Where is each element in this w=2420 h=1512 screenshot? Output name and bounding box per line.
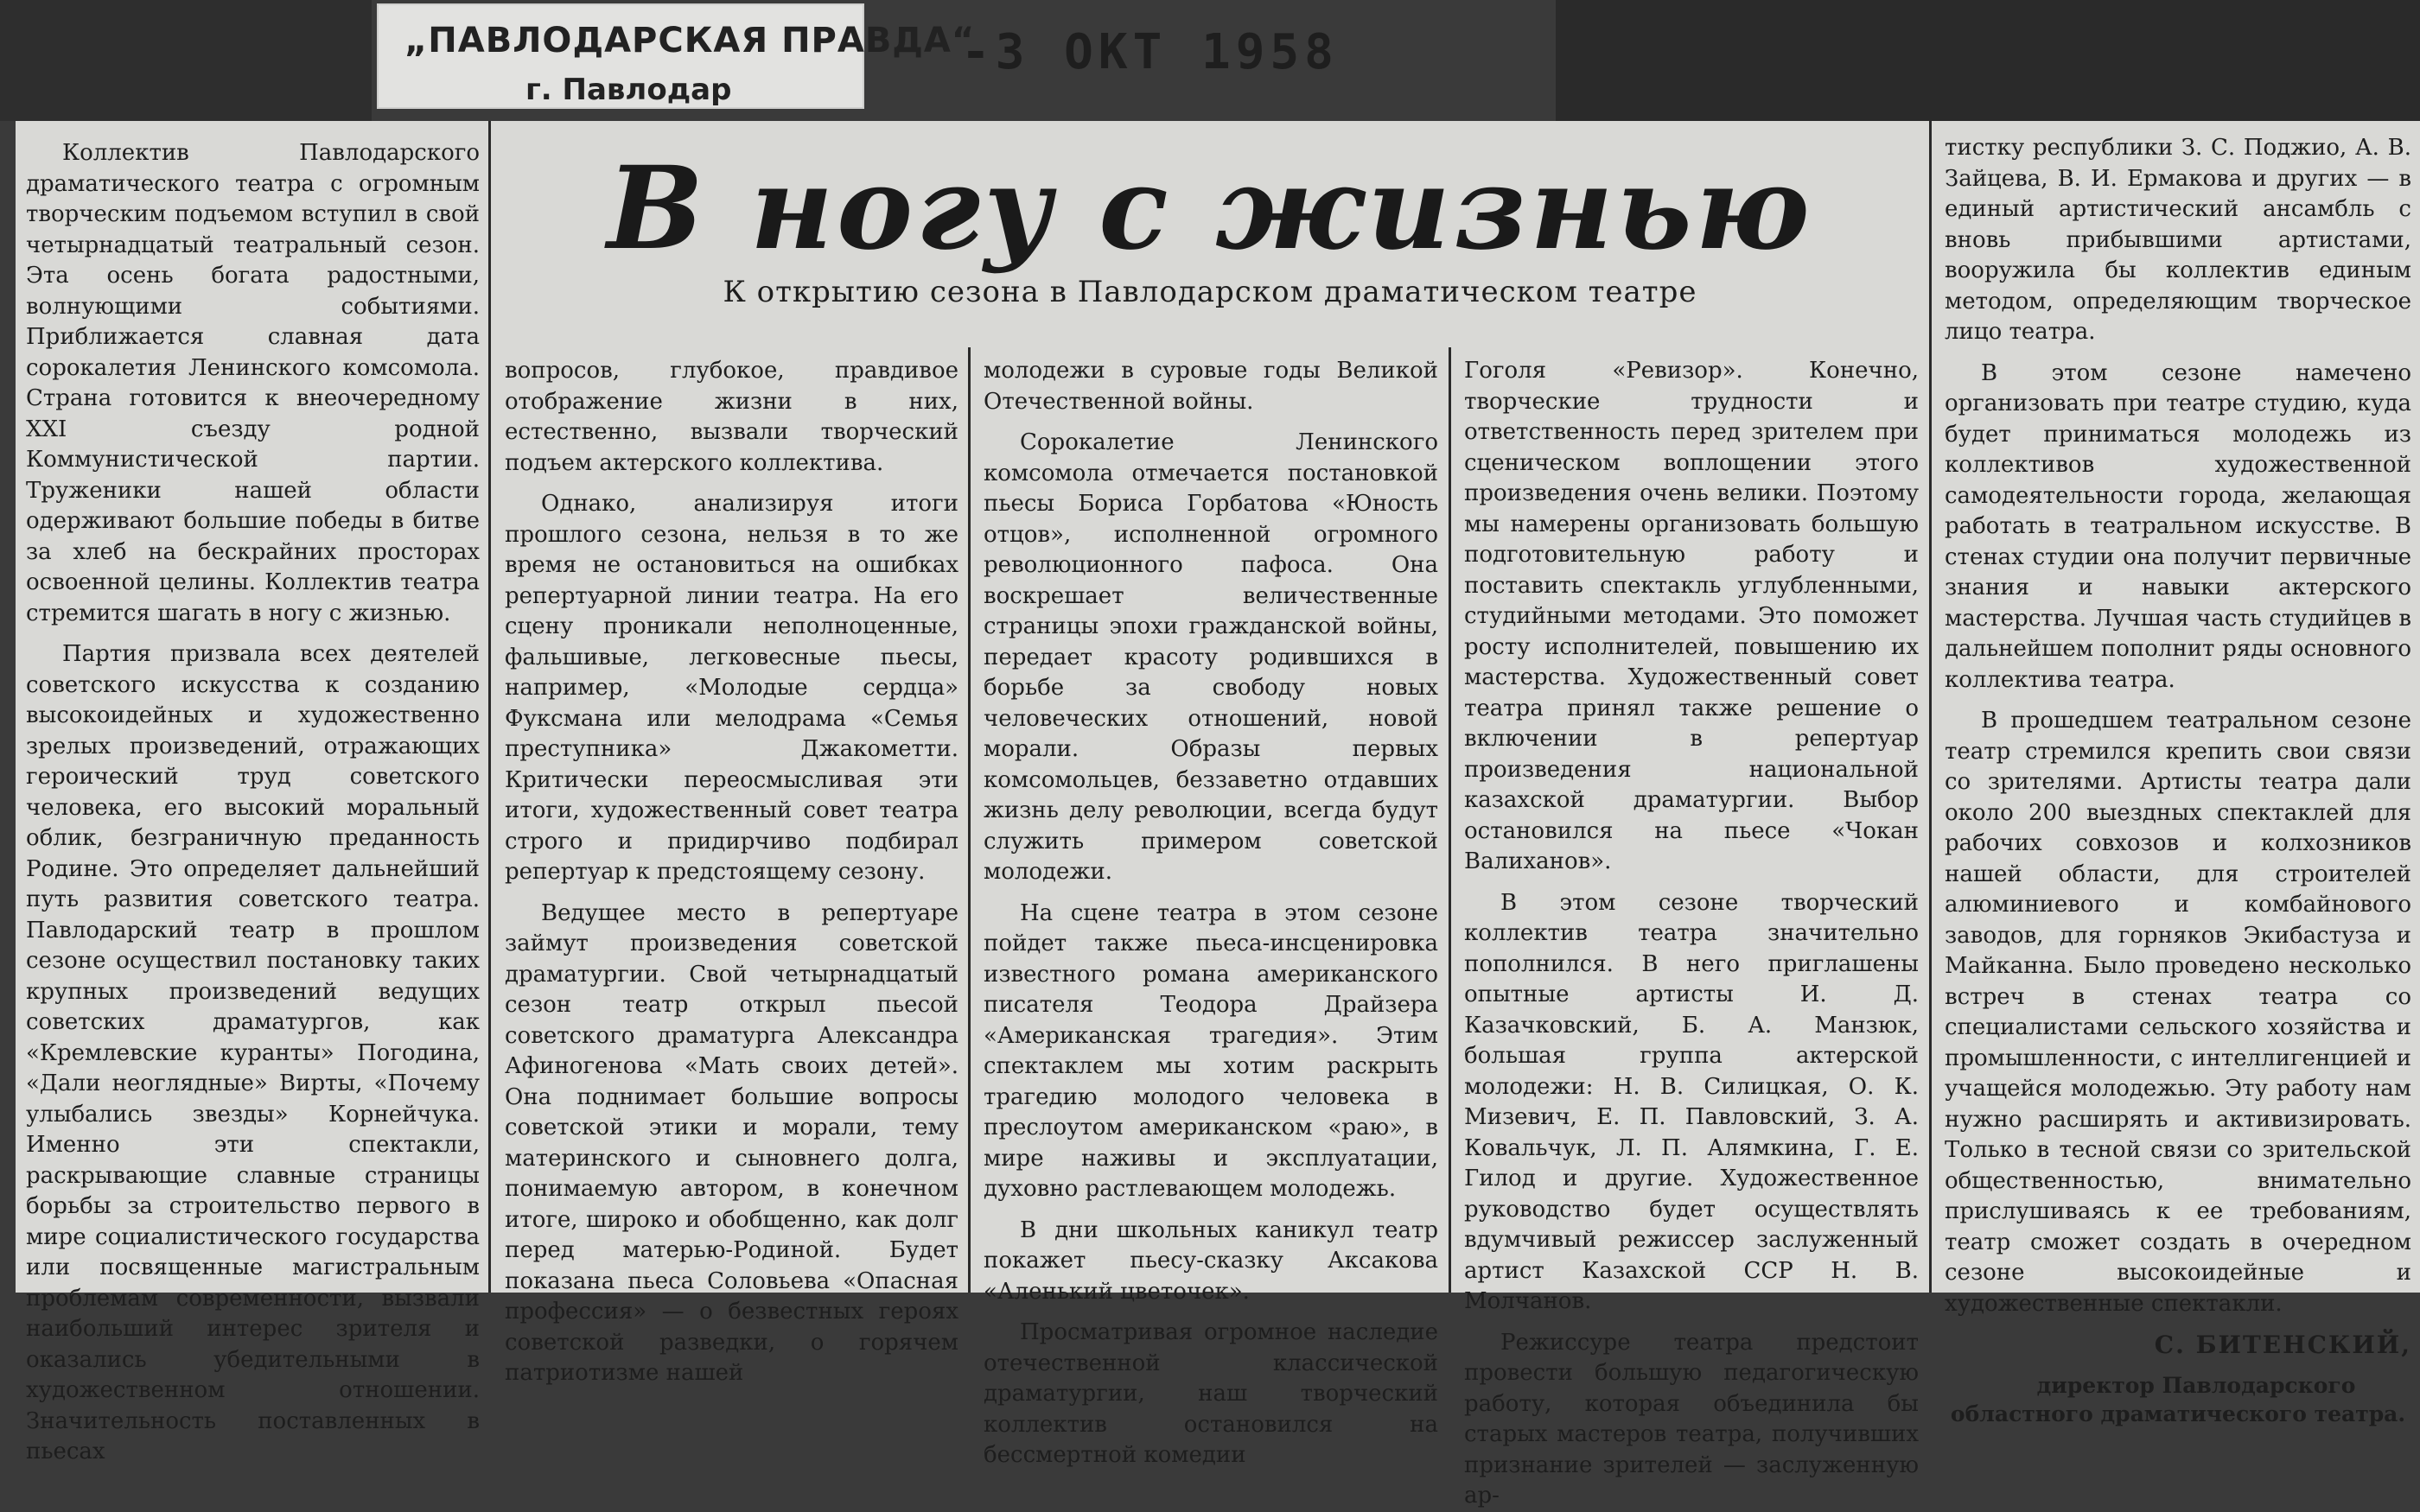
article-headline: В ногу с жизнью <box>607 142 1813 276</box>
author-title: директор Павлодарского областного драматического театра. <box>1950 1372 2406 1426</box>
paragraph: Просматривая огромное наследие отечественной классической драматургии, наш творческий коллектив остановился на бессмертной комедии <box>984 1319 1438 1468</box>
headline-block <box>493 121 1927 347</box>
article-column-4 <box>1464 356 1919 1509</box>
article-column-3 <box>984 356 1438 1468</box>
paragraph: Коллектив Павлодарского драматического театра с огромным творческим подъемом вступил в свой четырнадцатый театральный сезон. Эта осень богата радостными, волнующими событиями. Приближается славная дата сорокалетия Ленинского комсомола. Страна готовится к внеочередному XXI съезду родной Коммунистической партии. Труженики нашей области одерживают большие победы в битве за хлеб на бескрайних просторах освоенной целины. Коллектив театра стремится шагать в ногу с жизнью. <box>26 140 480 626</box>
paragraph: В этом сезоне намечено организовать при театре студию, куда будет приниматься молодежь из коллективов художественной самодеятельности города, желающая работать в театральном искусстве. В стенах студии она получит первичные знания и навыки актерского мастерства. Лучшая часть студийцев в дальнейшем пополнит ряды основного коллектива театра. <box>1945 359 2411 693</box>
article-column-1 <box>26 138 480 1464</box>
paragraph: Гоголя «Ревизор». Конечно, творческие трудности и ответственность перед зрителем при сценическом воплощении этого произведения очень велики. Поэтому мы намерены организовать большую подготовительную работу и поставить спектакль углубленными, студийными методами. Это поможет росту исполнителей, повышению их мастерства. Художественный совет театра принял также решение о включении в репертуар произведения национальной казахской драматургии. Выбор остановился на пьесе «Чокан Валиханов». <box>1464 358 1919 874</box>
article-subheadline: К открытию сезона в Павлодарском драматическом театре <box>723 275 1697 309</box>
paragraph: тистку республики З. С. Поджио, А. В. Зайцева, В. И. Ермакова и других — в единый артистический ансамбль с вновь прибывшими артистами, вооружила бы коллектив единым методом, определяющим творческое лицо театра. <box>1945 135 2411 345</box>
column-rule <box>1449 347 1451 1293</box>
newspaper-label <box>379 5 976 107</box>
paragraph: Режиссуре театра предстоит провести большую педагогическую работу, которая объединила бы старых мастеров театра, получивших признание зрителей — заслуженную ар- <box>1464 1329 1919 1509</box>
paragraph: В дни школьных каникул театр покажет пьесу-сказку Аксакова «Аленький цветочек». <box>984 1217 1438 1305</box>
scan-background <box>0 0 372 121</box>
newspaper-name: „ПАВЛОДАРСКАЯ ПРАВДА“ <box>404 21 976 60</box>
newspaper-city: г. Павлодар <box>525 73 732 107</box>
paragraph: вопросов, глубокое, правдивое отображение жизни в них, естественно, вызвали творческий подъем актерского коллектива. <box>505 358 958 476</box>
paragraph: Сорокалетие Ленинского комсомола отмечается постановкой пьесы Бориса Горбатова «Юность отцов», исполненной огромного революционного пафоса. Она воскрешает величественные страницы эпохи гражданской войны, передает красоту родившихся в борьбе за свободу новых человеческих отношений, новой морали. Образы первых комсомольцев, беззаветно отдавших жизнь делу революции, всегда будут служить примером советской молодежи. <box>984 429 1438 885</box>
paragraph: молодежи в суровые годы Великой Отечественной войны. <box>984 358 1438 415</box>
paragraph: Однако, анализируя итоги прошлого сезона, нельзя в то же время не остановиться на ошибках репертуарной линии театра. На его сцену проникали неполноценные, фальшивые, легковесные пьесы, например, «Молодые сердца» Фуксмана или мелодрама «Семья преступника» Джакометти. Критически переосмысливая эти итоги, художественный совет театра строго и придирчиво подбирал репертуар к предстоящему сезону. <box>505 491 958 885</box>
article-column-2 <box>505 356 958 1386</box>
article-column-5 <box>1945 133 2411 1426</box>
paragraph: На сцене театра в этом сезоне пойдет также пьеса-инсценировка известного романа американского писателя Теодора Драйзера «Американская трагедия». Этим спектаклем мы хотим раскрыть трагедию молодого человека в преслоутом американском «раю», в мире наживы и эксплуатации, духовно растлевающем молодежь. <box>984 899 1438 1202</box>
date-stamp: -3 ОКТ 1958 <box>961 24 1339 80</box>
paragraph: Партия призвала всех деятелей советского искусства к созданию высокоидейных и художественно зрелых произведений, отражающих героический труд советского человека, его высокий моральный облик, безграничную преданность Родине. Это определяет дальнейший путь развития советского театра. Павлодарский театр в прошлом сезоне осуществил постановку таких крупных произведений ведущих советских драматургов, как «Кремлевские куранты» Погодина, «Дали неоглядные» Вирты, «Почему улыбались звезды» Корнейчука. Именно эти спектакли, раскрывающие славные страницы борьбы за строительство первого в мире социалистического государства или посвященные магистральным проблемам современности, вызвали наибольший интерес зрителя и оказались убедительными в художественном отношении. Значительность поставленных в пьесах <box>26 641 480 1464</box>
paragraph: В этом сезоне творческий коллектив театра значительно пополнился. В него приглашены опытные артисты И. Д. Казачковский, Б. А. Манзюк, большая группа актерской молодежи: Н. В. Силицкая, О. К. Мизевич, Е. П. Павловский, З. А. Ковальчук, Л. П. Алямкина, Г. Е. Гилод и другие. Художественное руководство будет осуществлять вдумчивый режиссер заслуженный артист Казахской ССР Н. В. Молчанов. <box>1464 889 1919 1314</box>
column-rule <box>968 347 971 1293</box>
paragraph: В прошедшем театральном сезоне театр стремился крепить свои связи со зрителями. Артисты театра дали около 200 выездных спектаклей для рабочих совхозов и колхозников нашей области, для строителей алюминиевого и комбайнового заводов, для горняков Экибастуза и Майканна. Было проведено несколько встреч в стенах театра со специалистами сельского хозяйства и промышленности, с интеллигенцией и учащейся молодежью. Эту работу нам нужно расширять и активизировать. Только в тесной связи со зрительской общественностью, внимательно прислушиваясь к ее требованиям, театр сможет создать в очередном сезоне высокоидейные и художественные спектакли. <box>1945 708 2411 1317</box>
scan-background <box>1556 0 2420 121</box>
newspaper-article <box>16 121 2420 1509</box>
author-name: С. БИТЕНСКИЙ, <box>2154 1331 2411 1359</box>
paragraph: Ведущее место в репертуаре займут произведения советской драматургии. Свой четырнадцатый сезон театр открыл пьесой советского драматурга Александра Афиногенова «Мать своих детей». Она поднимает большие вопросы советской этики и морали, тему материнского и сыновнего долга, понимаемую автором, в конечном итоге, широко и обобщенно, как долг перед матерью-Родиной. Будет показана пьеса Соловьева «Опасная профессия» — о безвестных героях советской разведки, о горячем патриотизме нашей <box>505 899 958 1386</box>
column-rule <box>488 121 491 1293</box>
column-rule <box>1929 121 1932 1293</box>
